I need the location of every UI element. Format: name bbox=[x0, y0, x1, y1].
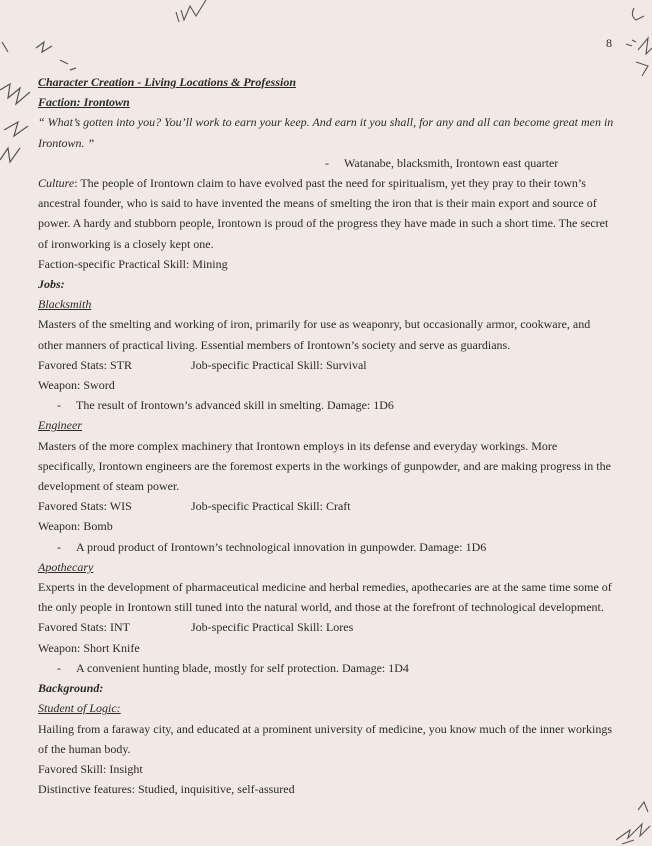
job-description: Masters of the smelting and working of iron, primarily for use as weaponry, but occasionally armor, cookware, and other manners of practical living. Essential members of Irontown’s society and serve as guardians. bbox=[38, 317, 591, 352]
bullet-dash: - bbox=[57, 660, 61, 675]
page-number: 8 bbox=[606, 36, 612, 50]
job-skill: Job-specific Practical Skill: Craft bbox=[191, 499, 351, 514]
job-name-apothecary: Apothecary bbox=[38, 559, 94, 574]
job-weapon: Weapon: Sword bbox=[38, 378, 115, 393]
corner-doodle-top-right bbox=[612, 0, 652, 90]
job-stats-row bbox=[38, 355, 616, 375]
faction-quote: “ What’s gotten into you? You’ll work to earn your keep. And earn it you shall, for any and all can become great men in Irontown. ” bbox=[38, 115, 614, 150]
weapon-note-text: The result of Irontown’s advanced skill in smelting. Damage: 1D6 bbox=[76, 398, 394, 413]
weapon-note-text: A proud product of Irontown’s technological innovation in gunpowder. Damage: 1D6 bbox=[76, 539, 487, 554]
job-skill: Job-specific Practical Skill: Lores bbox=[191, 620, 354, 635]
background-name: Student of Logic: bbox=[38, 701, 121, 716]
job-skill: Job-specific Practical Skill: Survival bbox=[191, 357, 367, 372]
weapon-note bbox=[38, 537, 616, 557]
attribution-dash: - bbox=[325, 155, 329, 170]
job-description: Experts in the development of pharmaceutical medicine and herbal remedies, apothecaries are at the same time some of the only people in Irontown still tuned into the natural world, and those at the forefront of technological development. bbox=[38, 580, 612, 615]
culture-label: Culture bbox=[38, 176, 75, 191]
page-title: Character Creation - Living Locations & Profession bbox=[38, 75, 297, 89]
bullet-dash: - bbox=[57, 398, 61, 413]
job-weapon: Weapon: Short Knife bbox=[38, 640, 140, 655]
job-name-blacksmith: Blacksmith bbox=[38, 297, 92, 312]
job-name-engineer: Engineer bbox=[38, 418, 82, 433]
culture-text: : The people of Irontown claim to have evolved past the need for spiritualism, yet they pray to their town’s ancestral founder, who is said to have invented the means of smelting the iron that is their main export and source of power. A hardy and stubborn people, Irontown is proud of the progress they have made in such a short time. The secret of ironworking is a closely kept one. bbox=[38, 176, 609, 251]
quote-attribution bbox=[38, 153, 616, 173]
faction-heading: Faction: Irontown bbox=[38, 95, 130, 110]
document-body bbox=[38, 72, 616, 799]
faction-skill: Faction-specific Practical Skill: Mining bbox=[38, 256, 228, 271]
distinctive-features: Distinctive features: Studied, inquisitive, self-assured bbox=[38, 782, 295, 797]
corner-doodle-bottom-right bbox=[612, 800, 652, 846]
bullet-dash: - bbox=[57, 539, 61, 554]
job-stats-row bbox=[38, 617, 616, 637]
favored-stats: Favored Stats: WIS bbox=[38, 499, 132, 514]
attribution-text: Watanabe, blacksmith, Irontown east quarter bbox=[344, 155, 559, 170]
job-description: Masters of the more complex machinery that Irontown employs in its defense and everyday workings. More specifically, Irontown engineers are the foremost experts in the workings of gunpowder, and are making progress in the development of steam power. bbox=[38, 438, 611, 494]
weapon-note-text: A convenient hunting blade, mostly for self protection. Damage: 1D4 bbox=[76, 660, 409, 675]
favored-stats: Favored Stats: INT bbox=[38, 620, 130, 635]
culture-paragraph bbox=[38, 173, 616, 254]
weapon-note bbox=[38, 395, 616, 415]
weapon-note bbox=[38, 658, 616, 678]
background-heading: Background: bbox=[38, 681, 104, 696]
favored-stats: Favored Stats: STR bbox=[38, 357, 133, 372]
jobs-heading: Jobs: bbox=[38, 277, 65, 292]
job-weapon: Weapon: Bomb bbox=[38, 519, 113, 534]
job-stats-row bbox=[38, 496, 616, 516]
background-text: Hailing from a faraway city, and educated at a prominent university of medicine, you know much of the inner workings of the human body. bbox=[38, 721, 613, 756]
favored-skill: Favored Skill: Insight bbox=[38, 761, 143, 776]
top-doodle bbox=[172, 0, 212, 26]
